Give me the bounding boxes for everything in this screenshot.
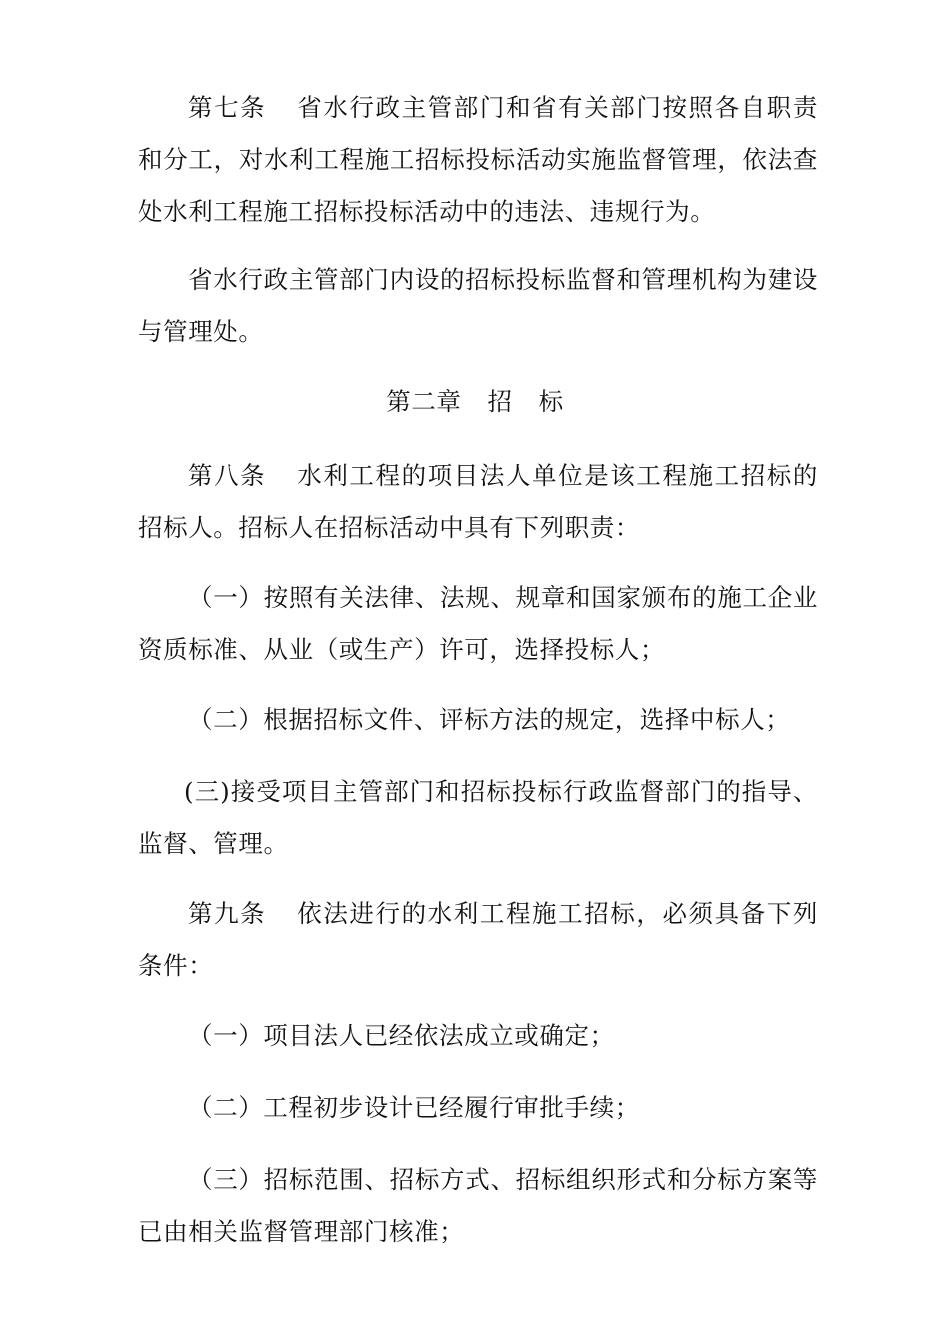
article-8-item-1: （一）按照有关法律、法规、规章和国家颁布的施工企业资质标准、从业（或生产）许可，选择投标人； — [138, 583, 818, 664]
article-8-item-3: (三)接受项目主管部门和招标投标行政监督部门的指导、监督、管理。 — [138, 777, 818, 858]
article-9-number: 第九条 — [188, 899, 267, 928]
article-9-text: 依法进行的水利工程施工招标，必须具备下列条件： — [138, 899, 818, 980]
article-8-text: 水利工程的项目法人单位是该工程施工招标的招标人。招标人在招标活动中具有下列职责： — [138, 461, 818, 542]
article-7-text: 省水行政主管部门和省有关部门按照各自职责和分工，对水利工程施工招标投标活动实施监督管理，依法查处水利工程施工招标投标活动中的违法、违规行为。 — [138, 93, 818, 226]
article-8-number: 第八条 — [188, 461, 267, 490]
chapter-2-prefix: 第二章 — [386, 387, 462, 416]
article-9-item-1: （一）项目法人已经依法成立或确定； — [188, 1021, 615, 1050]
article-8-item-2: （二）根据招标文件、评标方法的规定，选择中标人； — [188, 705, 791, 734]
article-9-item-2: （二）工程初步设计已经履行审批手续； — [188, 1093, 640, 1122]
article-7-paragraph-2: 省水行政主管部门内设的招标投标监督和管理机构为建设与管理处。 — [138, 265, 818, 346]
article-9-paragraph — [138, 888, 818, 992]
chapter-2-word-2: 标 — [538, 387, 564, 416]
article-9-item-3: （三）招标范围、招标方式、招标组织形式和分标方案等已由相关监督管理部门核准； — [138, 1165, 818, 1246]
chapter-2-heading — [0, 376, 950, 428]
chapter-2-word-1: 招 — [487, 387, 513, 416]
article-8-paragraph — [138, 450, 818, 554]
article-7-paragraph — [138, 82, 818, 238]
article-7-number: 第七条 — [188, 93, 267, 122]
